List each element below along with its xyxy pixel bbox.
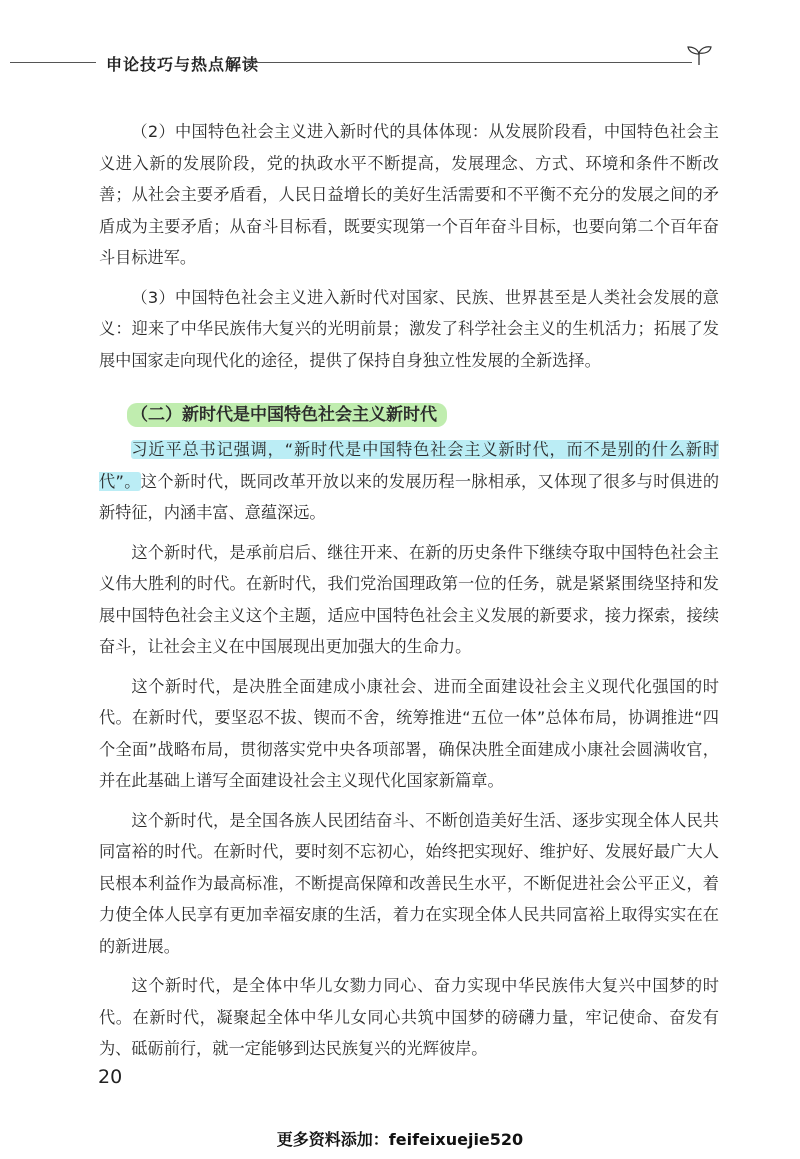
running-header-title: 申论技巧与热点解读 — [106, 55, 260, 74]
quote-paragraph — [99, 434, 719, 529]
page-body — [99, 116, 719, 1073]
paragraph-new-era-3: 这个新时代，是全国各族人民团结奋斗、不断创造美好生活、逐步实现全体人民共同富裕的时代。在新时代，要时刻不忘初心，始终把实现好、维护好、发展好最广大人民根本利益作为最高标准，不断提高保障和改善民生水平，不断促进社会公平正义，着力使全体人民享有更加幸福安康的生活，着力在实现全体人民共同富裕上取得实实在在的新进展。 — [99, 810, 719, 956]
paragraph-new-era-1: 这个新时代，是承前启后、继往开来、在新的历史条件下继续夺取中国特色社会主义伟大胜利的时代。在新时代，我们党治国理政第一位的任务，就是紧紧围绕坚持和发展中国特色社会主义这个主题，适应中国特色社会主义发展的新要求，接力探索，接续奋斗，让社会主义在中国展现出更加强大的生命力。 — [99, 542, 719, 656]
sprout-icon — [684, 44, 714, 66]
section-heading — [99, 398, 719, 432]
header-rule-right — [242, 62, 692, 63]
paragraph-3: （3）中国特色社会主义进入新时代对国家、民族、世界甚至是人类社会发展的意义：迎来了中华民族伟大复兴的光明前景；激发了科学社会主义的生机活力；拓展了发展中国家走向现代化的途径，提供了保持自身独立性发展的全新选择。 — [99, 287, 719, 370]
paragraph-new-era-4: 这个新时代，是全体中华儿女勠力同心、奋力实现中华民族伟大复兴中国梦的时代。在新时代，凝聚起全体中华儿女同心共筑中国梦的磅礴力量，牢记使命、奋发有为、砥砺前行，就一定能够到达民族复兴的光辉彼岸。 — [99, 976, 719, 1058]
footer-note: 更多资料添加：feifeixuejie520 — [276, 1130, 524, 1149]
page-number: 20 — [98, 1066, 123, 1088]
highlighted-quote: 习近平总书记强调，“新时代是中国特色社会主义新时代，而不是别的什么新时代”。 — [99, 440, 719, 491]
quote-paragraph-rest: 这个新时代，既同改革开放以来的发展历程一脉相承，又体现了很多与时俱进的新特征，内涵丰富、意蕴深远。 — [99, 471, 720, 522]
paragraph-2: （2）中国特色社会主义进入新时代的具体体现：从发展阶段看，中国特色社会主义进入新的发展阶段，党的执政水平不断提高，发展理念、方式、环境和条件不断改善；从社会主要矛盾看，人民日益增长的美好生活需要和不平衡不充分的发展之间的矛盾成为主要矛盾；从奋斗目标看，既要实现第一个百年奋斗目标，也要向第二个百年奋斗目标进军。 — [99, 122, 719, 267]
section-heading-text: （二）新时代是中国特色社会主义新时代 — [127, 403, 447, 427]
header-rule-left — [10, 62, 96, 63]
running-header — [0, 46, 800, 76]
paragraph-new-era-2: 这个新时代，是决胜全面建成小康社会、进而全面建设社会主义现代化强国的时代。在新时代，要坚忍不拔、锲而不舍，统筹推进“五位一体”总体布局，协调推进“四个全面”战略布局，贯彻落实党中央各项部署，确保决胜全面建成小康社会圆满收官，并在此基础上谱写全面建设社会主义现代化国家新篇章。 — [99, 676, 719, 790]
